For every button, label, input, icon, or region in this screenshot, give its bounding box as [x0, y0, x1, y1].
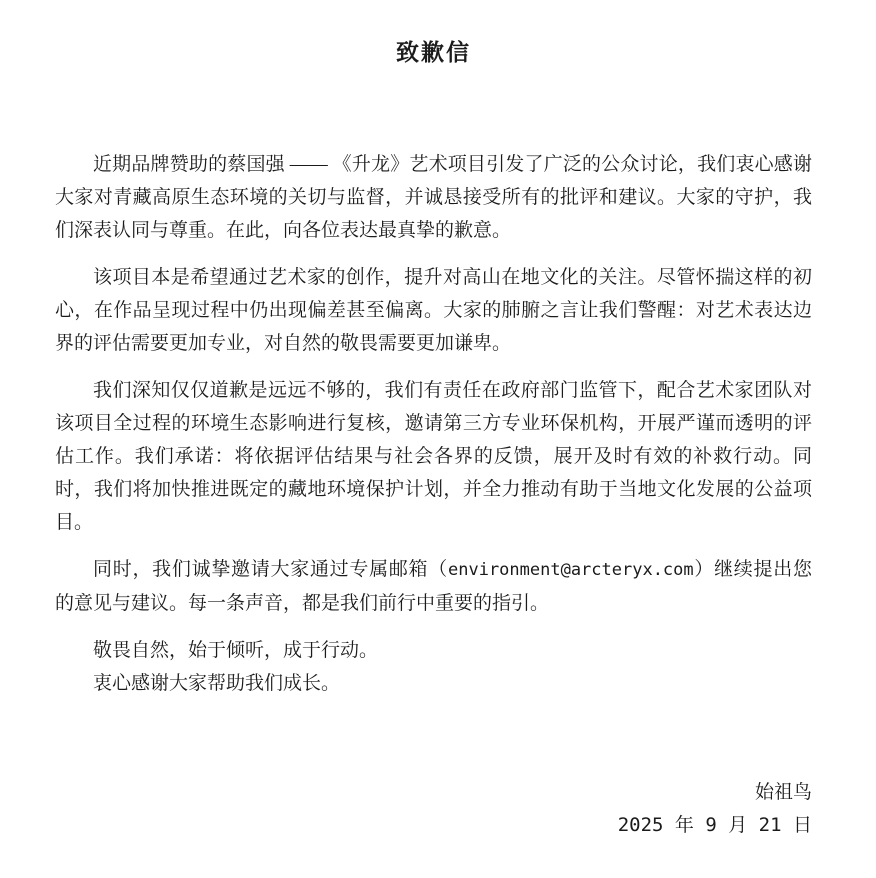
paragraph-4-text-before-email: 同时，我们诚挚邀请大家通过专属邮箱（	[93, 559, 448, 580]
signature-block	[55, 776, 812, 842]
closing-block	[55, 634, 812, 700]
letter-paragraph-4	[55, 553, 812, 620]
letter-paragraph-2: 该项目本是希望通过艺术家的创作，提升对高山在地文化的关注。尽管怀揣这样的初心，在作品呈现过程中仍出现偏差甚至偏离。大家的肺腑之言让我们警醒：对艺术表达边界的评估需要更加专业，对自然的敬畏需要更加谦卑。	[55, 267, 812, 354]
closing-line-1: 敬畏自然，始于倾听，成于行动。	[93, 640, 379, 661]
letter-date: 2025 年 9 月 21 日	[617, 814, 812, 836]
paragraph-4-text-after-email: ）继续提出您的意见与建议。每一条声音，都是我们前行中重要的指引。	[55, 559, 812, 614]
letter-paragraph-3: 我们深知仅仅道歉是远远不够的，我们有责任在政府部门监管下，配合艺术家团队对该项目全过程的环境生态影响进行复核，邀请第三方专业环保机构，开展严谨而透明的评估工作。我们承诺：将依据评估结果与社会各界的反馈，展开及时有效的补救行动。同时，我们将加快推进既定的藏地环境保护计划，并全力推动有助于当地文化发展的公益项目。	[55, 380, 812, 533]
contact-email: environment@arcteryx.com	[448, 560, 694, 580]
letter-paragraph-1: 近期品牌赞助的蔡国强 —— 《升龙》艺术项目引发了广泛的公众讨论，我们衷心感谢大家对青藏高原生态环境的关切与监督，并诚恳接受所有的批评和建议。大家的守护，我们深表认同与尊重。在此，向各位表达最真挚的歉意。	[55, 154, 812, 241]
letter-title: 致歉信	[396, 40, 471, 65]
closing-line-2: 衷心感谢大家帮助我们成长。	[93, 673, 341, 694]
signature: 始祖鸟	[754, 782, 812, 803]
